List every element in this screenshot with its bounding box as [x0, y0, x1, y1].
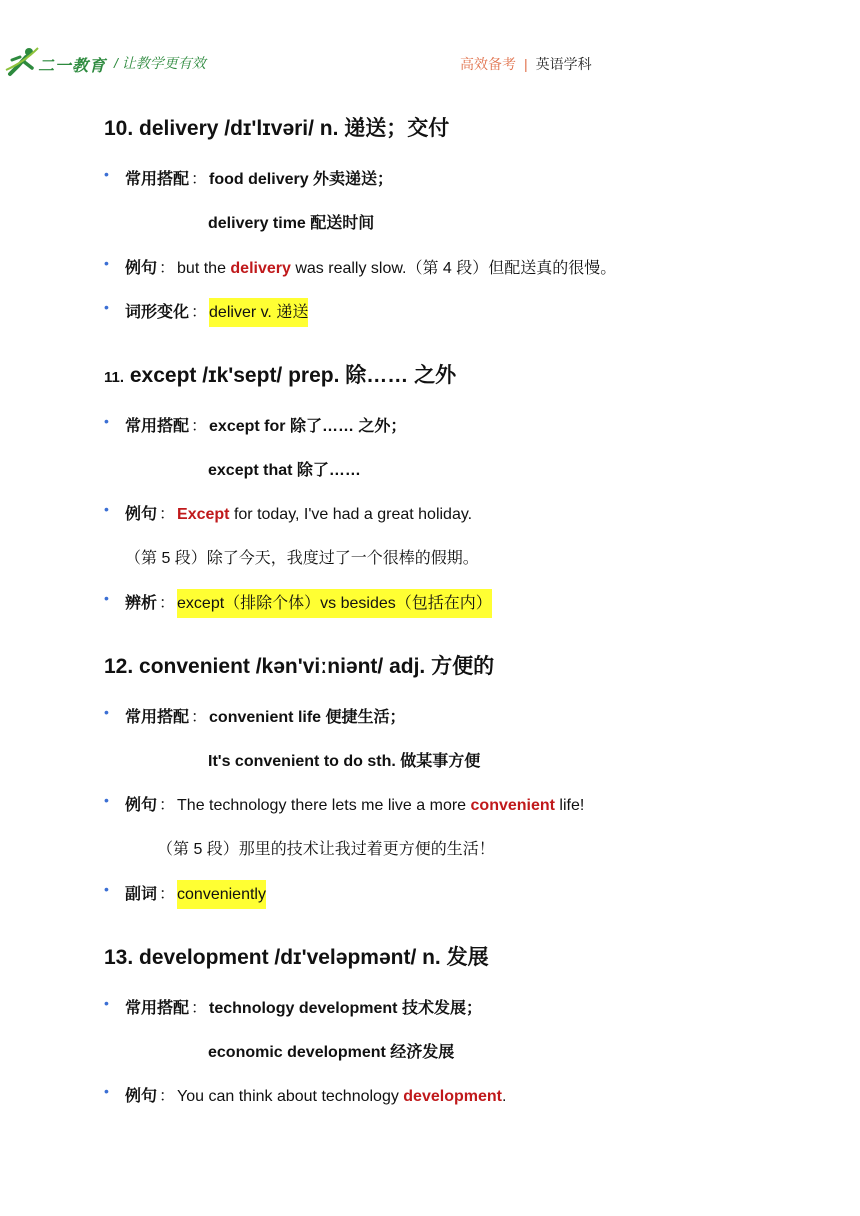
heading-number: 10. — [104, 117, 134, 140]
collocation-2: It's convenient to do sth. 做某事方便 — [208, 753, 481, 770]
header-subtitle: 高效备考 — [460, 56, 516, 72]
bullet-icon: • — [104, 166, 109, 182]
entry-heading — [104, 650, 494, 680]
bullet-icon: • — [104, 792, 109, 808]
example-translation: （第 5 段）那里的技术让我过着更方便的生活！ — [157, 841, 495, 858]
heading-text: delivery /dɪ'lɪvəri/ n. 递送；交付 — [133, 117, 450, 140]
example-label: 例句 — [125, 1088, 158, 1105]
collocation-2: delivery time 配送时间 — [208, 215, 375, 232]
example-label: 例句 — [125, 506, 158, 523]
header-separator: | — [524, 56, 528, 72]
colon: ： — [159, 797, 176, 814]
adverb-line — [125, 881, 266, 904]
header-subject: 英语学科 — [535, 56, 592, 72]
highlighted-value: except（排除个体）vs besides（包括在内） — [177, 589, 492, 618]
collocation-label: 常用搭配 — [125, 418, 190, 435]
slogan: / 让教学更有效 — [114, 55, 206, 71]
entry-heading — [104, 359, 456, 389]
collocation-line — [125, 704, 406, 727]
colon: ： — [191, 1000, 208, 1017]
colon: ： — [191, 304, 208, 321]
analysis-line — [125, 590, 492, 613]
word-form-label: 词形变化 — [125, 304, 190, 321]
entry-heading — [104, 941, 489, 971]
bullet-icon: • — [104, 501, 109, 517]
example-post: . — [501, 1088, 507, 1105]
word-form-line — [125, 299, 308, 322]
bullet-icon: • — [104, 299, 109, 315]
example-translation: （第 5 段）除了今天，我度过了一个很棒的假期。 — [125, 550, 479, 567]
collocation-label: 常用搭配 — [125, 171, 190, 188]
example-label: 例句 — [125, 797, 158, 814]
adverb-label: 副词 — [125, 886, 158, 903]
collocation-1: food delivery 外卖递送； — [209, 171, 394, 188]
example-line — [125, 255, 616, 278]
collocation-line — [125, 995, 482, 1018]
logo-text: 二一教育 — [38, 58, 107, 75]
bullet-icon: • — [104, 995, 109, 1011]
heading-text: development /dɪ'veləpmənt/ n. 发展 — [133, 946, 489, 969]
bullet-icon: • — [104, 881, 109, 897]
colon: ： — [159, 886, 176, 903]
bullet-icon: • — [104, 704, 109, 720]
entry-heading — [104, 112, 449, 142]
highlighted-value: conveniently — [177, 880, 266, 909]
example-post: for today, I've had a great holiday. — [229, 506, 473, 523]
bullet-icon: • — [104, 1083, 109, 1099]
example-keyword: delivery — [230, 260, 291, 277]
example-keyword: convenient — [470, 797, 555, 814]
collocation-2: economic development 经济发展 — [208, 1044, 455, 1061]
heading-number: 11. — [104, 369, 125, 386]
example-label: 例句 — [125, 260, 158, 277]
colon: ： — [191, 418, 208, 435]
collocation-1: technology development 技术发展； — [209, 1000, 482, 1017]
bullet-icon: • — [104, 413, 109, 429]
example-pre: The technology there lets me live a more — [177, 797, 471, 814]
heading-number: 13. — [104, 946, 134, 969]
collocation-1: convenient life 便捷生活； — [209, 709, 406, 726]
colon: ： — [159, 1088, 176, 1105]
collocation-1: except for 除了…… 之外； — [209, 418, 407, 435]
collocation-line — [125, 166, 393, 189]
heading-number: 12. — [104, 655, 134, 678]
colon: ： — [191, 709, 208, 726]
example-post: life! — [554, 797, 585, 814]
example-keyword: development — [403, 1088, 502, 1105]
heading-text: convenient /kən'viːniənt/ adj. 方便的 — [133, 655, 495, 678]
example-line — [125, 1083, 506, 1106]
bullet-icon: • — [104, 590, 109, 606]
colon: ： — [159, 260, 176, 277]
colon: ： — [191, 171, 208, 188]
analysis-label: 辨析 — [125, 595, 158, 612]
header-right — [460, 54, 592, 74]
example-line — [125, 501, 472, 524]
highlighted-value: deliver v. 递送 — [209, 298, 308, 327]
collocation-label: 常用搭配 — [125, 709, 190, 726]
heading-text: except /ɪk'sept/ prep. 除…… 之外 — [124, 364, 457, 387]
example-line — [125, 792, 584, 815]
bullet-icon: • — [104, 255, 109, 271]
example-pre: but the — [177, 260, 231, 277]
example-keyword: Except — [177, 506, 230, 523]
collocation-line — [125, 413, 406, 436]
colon: ： — [159, 506, 176, 523]
example-pre: You can think about technology — [177, 1088, 404, 1105]
collocation-label: 常用搭配 — [125, 1000, 190, 1017]
example-post: was really slow.（第 4 段）但配送真的很慢。 — [290, 260, 617, 277]
collocation-2: except that 除了…… — [208, 462, 361, 479]
colon: ： — [159, 595, 176, 612]
